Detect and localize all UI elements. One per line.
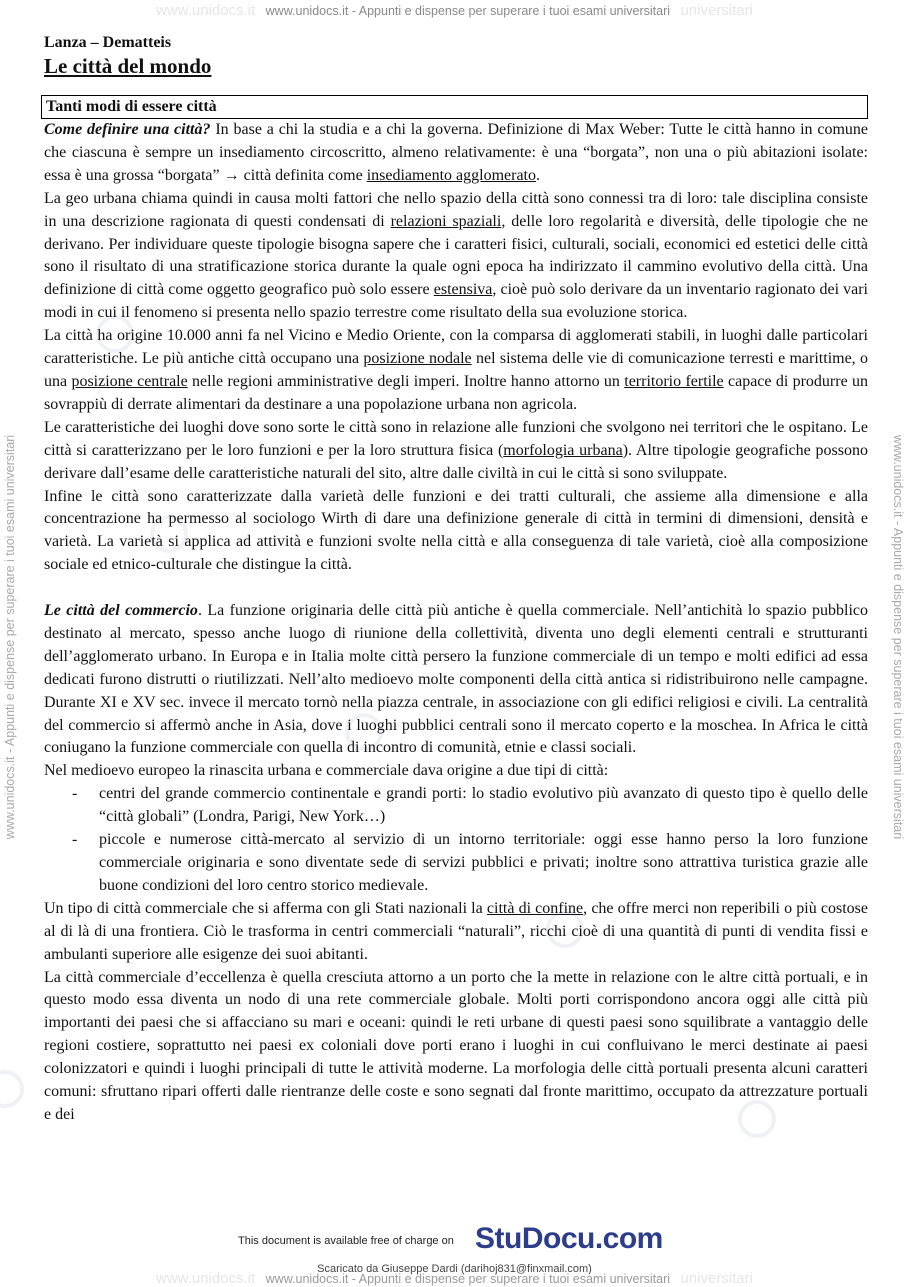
bottom-watermark-ghost-left: www.unidocs.it xyxy=(156,1270,256,1287)
paragraph: Come definire una città? In base a chi la studia e a chi la governa. Definizione di Max Weber: Tutte le città hanno in comune che ciascuna è sempre un insediamento circoscritto, almeno relativamente: è una “borgata”, non una o più abitazioni isolate: essa è una grossa “borgata” → città definita come insediamento agglomerato. xyxy=(44,121,868,184)
paragraph: La città ha origine 10.000 anni fa nel Vicino e Medio Oriente, con la comparsa di agglomerati stabili, in luoghi dalle particolari caratteristiche. Le più antiche città occupano una posizione nodale nel sistema delle vie di comunicazione terresti e marittime, o una posizione centrale nelle regioni amministrative degli imperi. Inoltre hanno attorno un territorio fertile capace di produrre un sovrappiù di derrate alimentari da destinare a una popolazione urbana non agricola. xyxy=(44,327,869,413)
paragraph-lead: Le città del commercio xyxy=(44,602,198,620)
top-watermark-ghost-right: universitari xyxy=(680,2,753,19)
underlined-term: città di confine xyxy=(486,899,584,917)
top-watermark-text: www.unidocs.it - Appunti e dispense per superare i tuoi esami universitari xyxy=(265,4,671,18)
right-watermark: www.unidocs.it - Appunti e dispense per superare i tuoi esami universitari xyxy=(891,434,905,840)
paragraph: Le caratteristiche dei luoghi dove sono sorte le città sono in relazione alle funzioni che svolgono nei territori che le ospitano. Le città si caratterizzano per le loro funzioni e per la loro struttura fisica (morfologia urbana). Altre tipologie geografiche possono derivare dall’esame delle caratteristiche naturali del sito, altre dalle civiltà in cui le città si sono sviluppate. xyxy=(44,418,868,482)
list-item: - centri del grande commercio continentale e grandi porti: lo stadio evolutivo più avanzato di questo tipo è quello delle “città globali” (Londra, Parigi, New York…) xyxy=(72,785,868,826)
studocu-logo-domain: .com xyxy=(594,1222,663,1255)
footer-availability-text: This document is available free of charge on xyxy=(238,1235,454,1247)
underlined-term: posizione centrale xyxy=(71,372,188,390)
paragraph: Le città del commercio. La funzione originaria delle città più antiche è quella commerciale. Nell’antichità lo spazio pubblico destinato al mercato, spesso anche luogo di riunione della collettività, diventa uno degli elementi centrali e strutturanti dell’agglomerato urbano. In Europa e in Italia molte città persero la funzione commerciale di un tempo e molti edifici ad essa dedicati furono distrutti o riutilizzati. Nell’alto medioevo molte componenti della città antica si ridistribuirono nelle campagne. Durante XI e XV sec. invece il mercato tornò nella piazza centrale, in associazione con gli edifici religiosi e civili. La centralità del commercio si affermò anche in Asia, dove i luoghi pubblici centrali sono il mercato coperto e la moschea. In Africa le città coniugano la funzione commerciale con quella di incontro di comunità, etnie e classi sociali. xyxy=(44,602,868,757)
paragraph: Infine le città sono caratterizzate dalla varietà delle funzioni e dei tratti culturali, che assieme alla dimensione e alla concentrazione ha permesso al sociologo Wirth di dare una definizione generale di città in termini di dimensioni, densità e varietà. La varietà si applica ad attività e funzioni svolte nella città e alla conseguenza di tale varietà, cioè alla composizione sociale ed etnico-culturale che distingue la città. xyxy=(44,487,868,574)
left-watermark: www.unidocs.it - Appunti e dispense per superare i tuoi esami universitari xyxy=(3,434,17,840)
bottom-watermark-text: www.unidocs.it - Appunti e dispense per superare i tuoi esami universitari xyxy=(265,1272,671,1286)
watermark-logo-icon xyxy=(0,1070,24,1108)
studocu-logo-text: StuDocu xyxy=(475,1222,595,1255)
top-watermark-ghost-left: www.unidocs.it xyxy=(156,2,256,19)
document-page xyxy=(44,33,868,1127)
list-item: - piccole e numerose città-mercato al servizio di un intorno territoriale: oggi esse hanno perso la loro funzione commerciale originaria e sono diventate sede di servizi pubblici e privati; inoltre sono attrattiva turistica grazie alle buone condizioni del loro centro storico medievale. xyxy=(72,831,868,894)
paragraph-gap xyxy=(44,577,868,600)
underlined-term: relazioni spaziali xyxy=(390,212,502,230)
document-authors: Lanza – Dematteis xyxy=(44,34,172,51)
paragraph: La città commerciale d’eccellenza è quella cresciuta attorno a un porto che la mette in relazione con le altre città portuali, e in questo modo essa diventa un nodo di una rete commerciale globale. Molti porti corrispondono ancora oggi alle città più importanti dei paesi che si affacciano su mari e oceani: quindi le reti urbane di questi paesi sono squilibrate a vantaggio delle regioni costiere, soprattutto nei paesi ex coloniali dove porti erano i luoghi in cui confluivano le merci destinate ai paesi colonizzatori e quindi i luoghi principali di tutte le attività moderne. La morfologia delle città portuali presenta alcuni caratteri comuni: sfruttano ripari offerti dalle rientranze delle coste e sono segnati dal fronte marittimo, occupato da attrezzature portuali e dei xyxy=(44,968,868,1123)
paragraph: Nel medioevo europeo la rinascita urbana e commerciale dava origine a due tipi di città: xyxy=(44,762,609,780)
bullet-list xyxy=(44,783,868,898)
underlined-term: territorio fertile xyxy=(624,372,724,390)
dash-bullet: - xyxy=(72,831,78,849)
paragraph: La geo urbana chiama quindi in causa molti fattori che nello spazio della città sono connessi tra di loro: tale disciplina consiste in una descrizione ragionata di questi condensati di relazioni spaziali, delle loro regolarità e diversità, delle tipologie che ne derivano. Per individuare queste tipologie bisogna sapere che i caratteri fisici, culturali, sociali, economici ed estetici delle città sono il risultato di una stratificazione storica durante la quale ogni epoca ha indirizzato il cammino evolutivo della città. Una definizione di città come oggetto geografico può solo essere estensiva, cioè può solo derivare da un inventario ragionato dei vari modi in cui il fenomeno si presenta nello spazio terrestre come risultato della sua evoluzione storica. xyxy=(44,189,869,322)
underlined-term: posizione nodale xyxy=(363,350,472,368)
bottom-watermark xyxy=(0,1270,909,1287)
document-title: Le città del mondo xyxy=(44,54,212,78)
underlined-term: insediamento agglomerato xyxy=(366,166,536,184)
studocu-logo[interactable] xyxy=(475,1222,663,1256)
underlined-term: estensiva xyxy=(433,281,493,299)
paragraph-lead: Come definire una città? xyxy=(44,121,211,138)
dash-bullet: - xyxy=(72,785,78,803)
arrow-icon: → xyxy=(223,166,240,184)
footer-downloaded-by: Scaricato da Giuseppe Dardi (darihoj831@finxmail.com) xyxy=(317,1263,592,1275)
top-watermark xyxy=(0,2,909,19)
underlined-term: morfologia urbana xyxy=(503,441,623,459)
paragraph: Un tipo di città commerciale che si afferma con gli Stati nazionali la città di confine, che offre merci non reperibili o più costose al di là di una frontiera. Ciò le trasforma in centri commerciali “naturali”, ricchi cioè di una quantità di punti di vendita fissi e ambulanti superiore alle esigenze dei suoi abitanti. xyxy=(44,899,869,963)
section-heading: Tanti modi di essere città xyxy=(41,95,868,119)
bottom-watermark-ghost-right: universitari xyxy=(680,1270,753,1287)
